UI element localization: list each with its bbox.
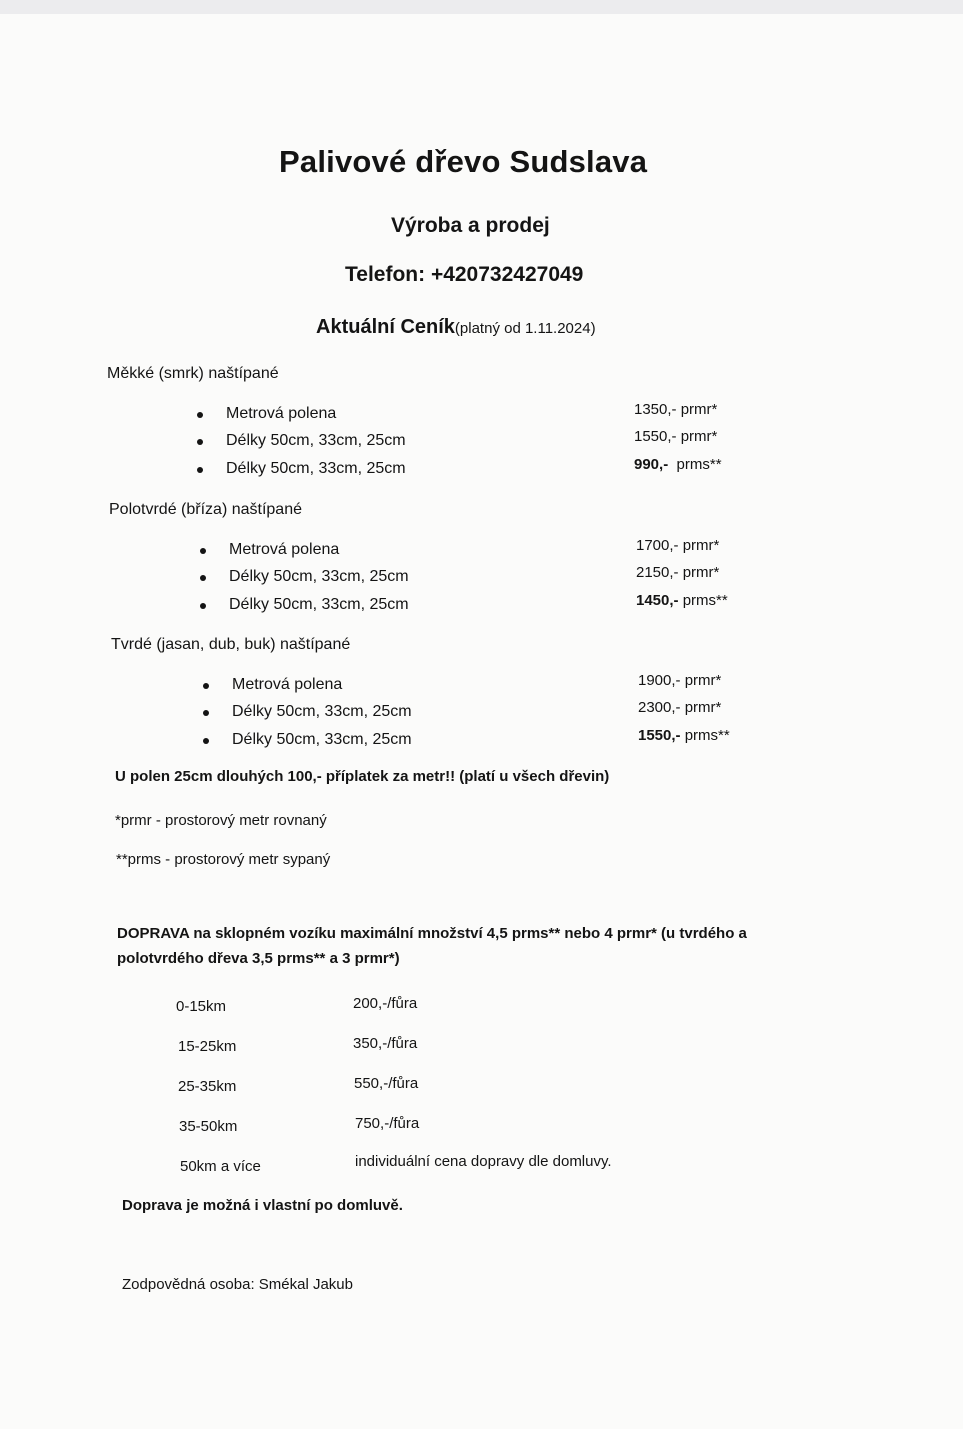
list-item: Metrová polena — [232, 676, 342, 694]
pricelist-validity: (platný od 1.11.2024) — [454, 320, 596, 337]
transport-heading-line1: DOPRAVA na sklopném vozíku maximální množství 4,5 prms** nebo 4 prmr* (u tvrdého a — [117, 925, 747, 942]
subtitle: Výroba a prodej — [391, 214, 550, 237]
category-softwood: Měkké (smrk) naštípané — [107, 365, 279, 382]
surcharge-note: U polen 25cm dlouhých 100,- příplatek za metr!! (platí u všech dřevin) — [115, 768, 610, 785]
bullet-icon — [197, 467, 203, 473]
transport-heading-line2: polotvrdého dřeva 3,5 prms** a 3 prmr*) — [117, 950, 400, 967]
price: 1700,- prmr* — [636, 537, 720, 554]
own-transport-note: Doprava je možná i vlastní po domluvě. — [122, 1197, 403, 1214]
bullet-icon — [197, 439, 203, 445]
document-title: Palivové dřevo Sudslava — [279, 144, 648, 179]
price-list-document — [0, 14, 963, 1429]
transport-distance: 0-15km — [176, 998, 227, 1015]
transport-price: 750,-/fůra — [355, 1115, 420, 1132]
transport-distance: 15-25km — [178, 1038, 237, 1055]
list-item: Délky 50cm, 33cm, 25cm — [232, 731, 412, 749]
transport-price: individuální cena dopravy dle domluvy. — [355, 1153, 612, 1170]
phone-number: Telefon: +420732427049 — [345, 263, 584, 286]
pricelist-label: Aktuální Ceník — [316, 316, 455, 338]
list-item: Délky 50cm, 33cm, 25cm — [232, 703, 412, 721]
transport-distance: 25-35km — [178, 1078, 237, 1095]
category-semi-hardwood: Polotvrdé (bříza) naštípané — [109, 501, 302, 518]
price: 1450,- prms** — [636, 592, 728, 609]
price: 1550,- prmr* — [634, 428, 718, 445]
list-item: Metrová polena — [226, 405, 336, 423]
responsible-person: Zodpovědná osoba: Smékal Jakub — [122, 1276, 353, 1293]
transport-distance: 50km a více — [180, 1158, 261, 1175]
category-hardwood: Tvrdé (jasan, dub, buk) naštípané — [111, 636, 351, 653]
price: 1550,- prms** — [638, 727, 730, 744]
bullet-icon — [203, 683, 209, 689]
price: 2150,- prmr* — [636, 564, 720, 581]
bullet-icon — [200, 603, 206, 609]
price: 990,- prms** — [634, 456, 722, 473]
bullet-icon — [200, 548, 206, 554]
list-item: Délky 50cm, 33cm, 25cm — [226, 432, 406, 450]
list-item: Délky 50cm, 33cm, 25cm — [229, 568, 409, 586]
transport-price: 550,-/fůra — [354, 1075, 419, 1092]
legend-prms: **prms - prostorový metr sypaný — [116, 851, 331, 868]
transport-price: 200,-/fůra — [353, 995, 418, 1012]
list-item: Metrová polena — [229, 541, 339, 559]
price: 1350,- prmr* — [634, 401, 718, 418]
list-item: Délky 50cm, 33cm, 25cm — [229, 596, 409, 614]
bullet-icon — [203, 710, 209, 716]
price: 1900,- prmr* — [638, 672, 722, 689]
bullet-icon — [200, 575, 206, 581]
list-item: Délky 50cm, 33cm, 25cm — [226, 460, 406, 478]
price: 2300,- prmr* — [638, 699, 722, 716]
bullet-icon — [197, 412, 203, 418]
bullet-icon — [203, 738, 209, 744]
pricelist-heading — [316, 316, 596, 339]
transport-distance: 35-50km — [179, 1118, 238, 1135]
transport-price: 350,-/fůra — [353, 1035, 418, 1052]
legend-prmr: *prmr - prostorový metr rovnaný — [115, 812, 327, 829]
